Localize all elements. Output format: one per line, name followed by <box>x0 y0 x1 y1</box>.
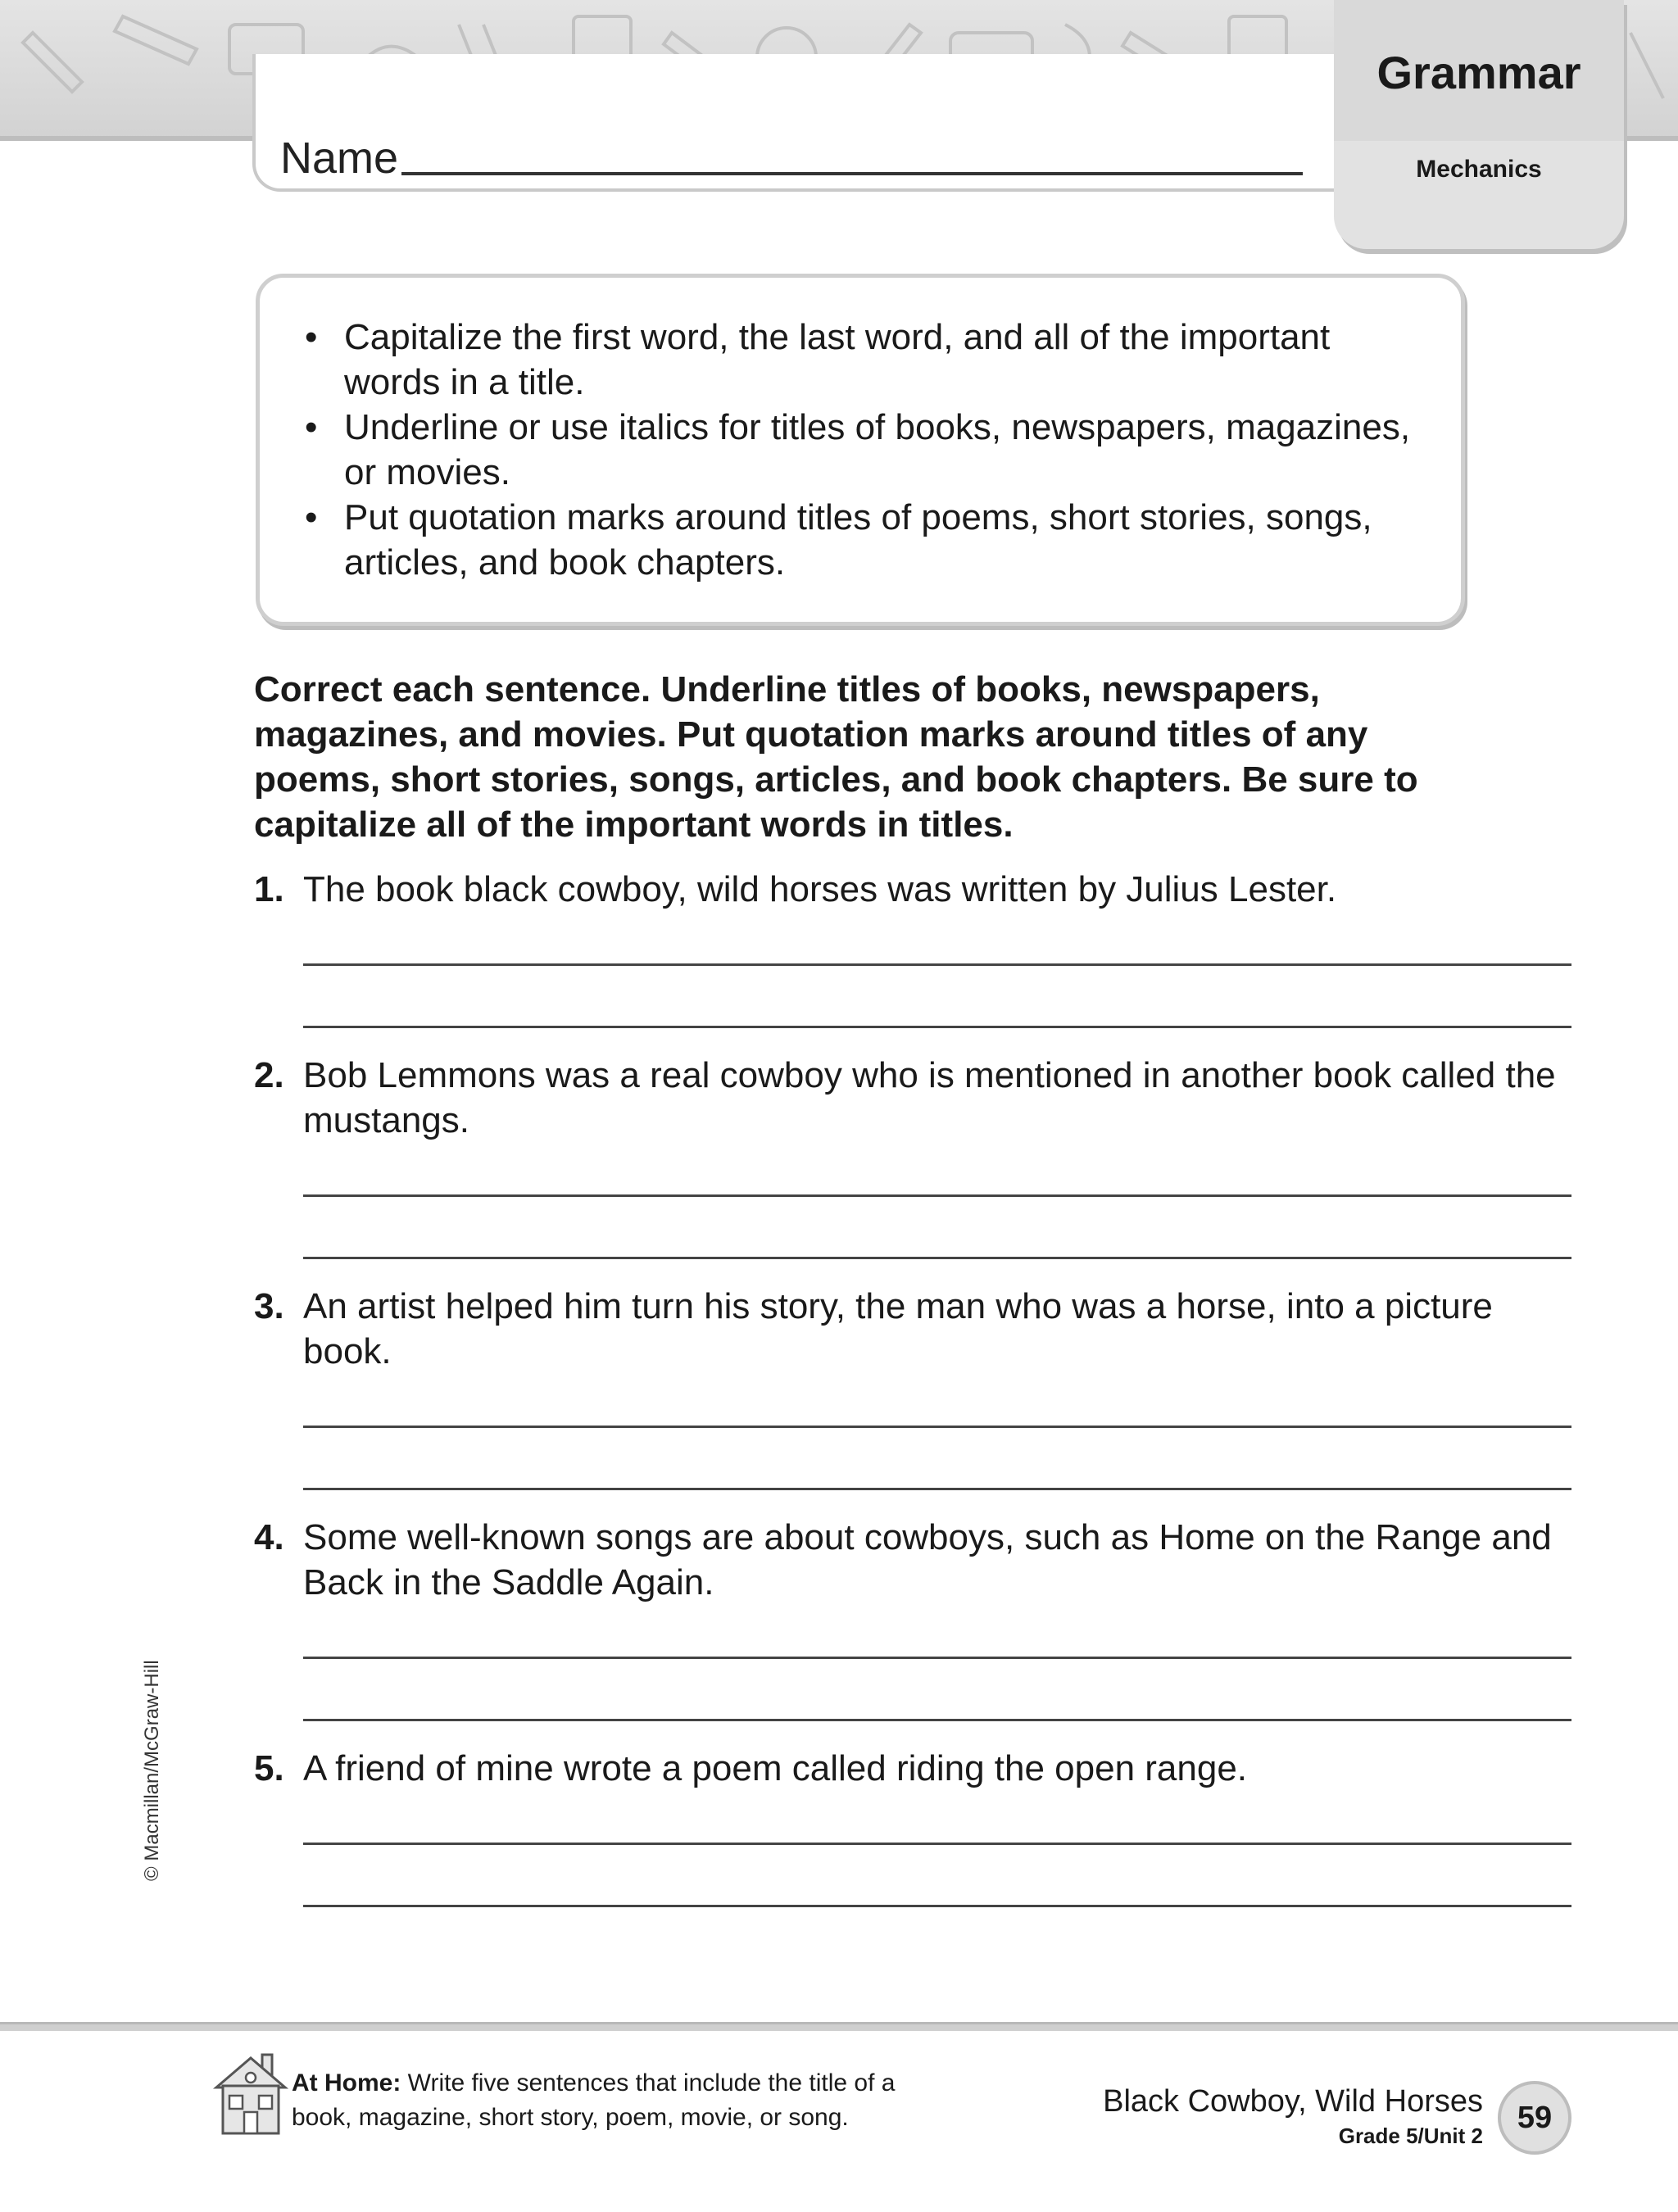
answer-line[interactable] <box>303 1657 1571 1659</box>
house-icon <box>211 2048 290 2142</box>
copyright-notice: © Macmillan/McGraw-Hill <box>141 1660 163 1881</box>
footer-divider <box>0 2022 1678 2031</box>
item-sentence: Bob Lemmons was a real cowboy who is mentioned in another book called the mustangs. <box>303 1055 1556 1140</box>
item-sentence: Some well-known songs are about cowboys, such as Home on the Range and Back in the Saddle Again. <box>303 1517 1552 1602</box>
at-home-note <box>292 2066 914 2135</box>
item-number: 5. <box>254 1748 284 1788</box>
answer-line[interactable] <box>303 1026 1571 1028</box>
item-number: 2. <box>254 1055 284 1095</box>
subject-tab <box>1334 0 1624 249</box>
at-home-text: Write five sentences that include the title of a book, magazine, short story, poem, movie, or song. <box>292 2069 896 2131</box>
rule-item: • Capitalize the first word, the last word, and all of the important words in a title. <box>305 315 1435 405</box>
answer-line[interactable] <box>303 1194 1571 1197</box>
answer-line[interactable] <box>303 1426 1571 1428</box>
subject-title: Grammar <box>1376 47 1581 98</box>
at-home-label: At Home: <box>292 2069 401 2096</box>
item-number: 3. <box>254 1286 284 1326</box>
answer-line[interactable] <box>303 1905 1571 1907</box>
story-title: Black Cowboy, Wild Horses <box>1103 2084 1483 2119</box>
rule-item: • Put quotation marks around titles of poems, short stories, songs, articles, and book chapters. <box>305 495 1435 585</box>
rules-list <box>305 315 1435 585</box>
rule-item: • Underline or use italics for titles of books, newspapers, magazines, or movies. <box>305 405 1435 495</box>
item-number: 1. <box>254 869 284 909</box>
item-sentence: The book black cowboy, wild horses was written by Julius Lester. <box>303 869 1337 909</box>
name-bar <box>252 54 1342 192</box>
item-sentence: A friend of mine wrote a poem called riding the open range. <box>303 1748 1248 1788</box>
name-label: Name <box>280 134 399 183</box>
answer-line[interactable] <box>303 1843 1571 1845</box>
page-number: 59 <box>1498 2081 1571 2155</box>
skill-label: Mechanics <box>1416 156 1542 183</box>
item-number: 4. <box>254 1517 284 1557</box>
grade-unit: Grade 5/Unit 2 <box>1338 2124 1483 2148</box>
answer-line[interactable] <box>303 1488 1571 1490</box>
name-field-line[interactable] <box>401 172 1303 175</box>
answer-line[interactable] <box>303 963 1571 966</box>
answer-line[interactable] <box>303 1719 1571 1721</box>
answer-line[interactable] <box>303 1257 1571 1259</box>
item-sentence: An artist helped him turn his story, the man who was a horse, into a picture book. <box>303 1286 1493 1371</box>
instructions: Correct each sentence. Underline titles of books, newspapers, magazines, and movies. Put quotation marks around titles of any poems, short stories, songs, articles, and book chapters. Be sure to capitalize all of the important words in titles. <box>254 669 1418 845</box>
